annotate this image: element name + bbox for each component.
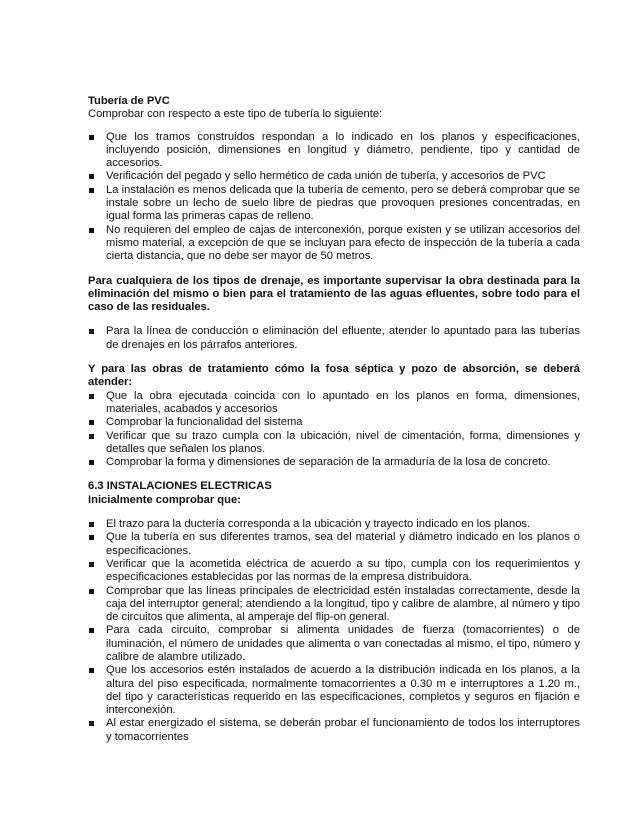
square-bullet-icon [89,535,94,540]
pvc-intro: Comprobar con respecto a este tipo de tubería lo siguiente: [88,108,383,121]
tratamiento-heading: Y para las obras de tratamiento cómo la fosa séptica y pozo de absorción, se deberá atender: [88,363,580,389]
list-item: Verificar que su trazo cumpla con la ubicación, nivel de cimentación, forma, dimensiones y detalles que señalen los planos. [88,430,580,457]
square-bullet-icon [89,329,94,334]
square-bullet-icon [89,562,94,567]
square-bullet-icon [89,460,94,465]
list-item: Que los accesorios estén instalados de acuerdo a la distribución indicada en los planos, a la altura del piso especificada, normalmente tomacorrientes a 0.30 m e interruptores a 1.20 m., del tipo y características requerido en las especificaciones, completos y seguros en fijación e interconexión. [88,664,580,717]
square-bullet-icon [89,721,94,726]
list-item: Que los tramos construidos respondan a lo indicado en los planos y especificaciones, incluyendo posición, dimensiones en longitud y diámetro, pendiente, tipo y cantidad de accesorios. [88,131,580,171]
drenaje-heading: Para cualquiera de los tipos de drenaje, es importante supervisar la obra destinada para la eliminación del mismo o bien para el tratamiento de las aguas efluentes, sobre todo para el caso de las residuales. [88,274,580,314]
list-item: Verificación del pegado y sello hermético de cada unión de tubería, y accesorios de PVC [88,170,580,183]
list-item: Para cada circuito, comprobar si alimenta unidades de fuerza (tomacorrientes) o de iluminación, el número de unidades que alimenta o van conectadas al mismo, el tipo, número y calibre de alambre utilizado. [88,624,580,664]
drenaje-bullet-list [88,325,580,352]
list-item: Comprobar la forma y dimensiones de separación de la armaduría de la losa de concreto. [88,456,580,469]
list-item: Al estar energizado el sistema, se deberán probar el funcionamiento de todos los interruptores y tomacorrientes [88,717,580,744]
square-bullet-icon [89,174,94,179]
square-bullet-icon [89,188,94,193]
list-item: Que la tubería en sus diferentes tramos, sea del material y diámetro indicado en los planos o especificaciones. [88,531,580,558]
square-bullet-icon [89,668,94,673]
electricas-bullet-list [88,518,580,744]
square-bullet-icon [89,420,94,425]
square-bullet-icon [89,628,94,633]
electricas-subheading: Inicialmente comprobar que: [88,493,241,506]
pvc-bullet-list [88,131,580,264]
section-heading-electricas: 6.3 INSTALACIONES ELECTRICAS [88,480,272,493]
list-item: Comprobar la funcionalidad del sistema [88,416,580,429]
tratamiento-bullet-list [88,390,580,470]
pvc-heading: Tubería de PVC [88,95,170,107]
list-item: Que la obra ejecutada coincida con lo apuntado en los planos en forma, dimensiones, materiales, acabados y accesorios [88,390,580,417]
list-item: Comprobar que las líneas principales de electricidad estén instaladas correctamente, desde la caja del interruptor general; atendiendo a la longitud, tipo y calibre de alambre, al número y tipo de circuitos que alimenta, al amperaje del flip-on general. [88,585,580,625]
square-bullet-icon [89,589,94,594]
list-item: La instalación es menos delicada que la tubería de cemento, pero se deberá comprobar que se instale sobre un lecho de suelo libre de piedras que provoquen presiones concentradas, en igual forma las primeras capas de relleno. [88,184,580,224]
square-bullet-icon [89,228,94,233]
list-item: El trazo para la ductería corresponda a la ubicación y trayecto indicado en los planos. [88,518,580,531]
list-item: Para la línea de conducción o eliminación del efluente, atender lo apuntado para las tuberías de drenajes en los párrafos anteriores. [88,325,580,352]
square-bullet-icon [89,434,94,439]
square-bullet-icon [89,394,94,399]
square-bullet-icon [89,522,94,527]
list-item: No requieren del empleo de cajas de interconexión, porque existen y se utilizan accesorios del mismo material, a excepción de que se incluyan para efecto de inspección de la tubería a cada cierta distancia, que no debe ser mayor de 50 metros. [88,224,580,264]
list-item: Verificar que la acometida eléctrica de acuerdo a su tipo, cumpla con los requerimientos y especificaciones establecidas por las normas de la empresa distribuidora. [88,558,580,585]
square-bullet-icon [89,135,94,140]
